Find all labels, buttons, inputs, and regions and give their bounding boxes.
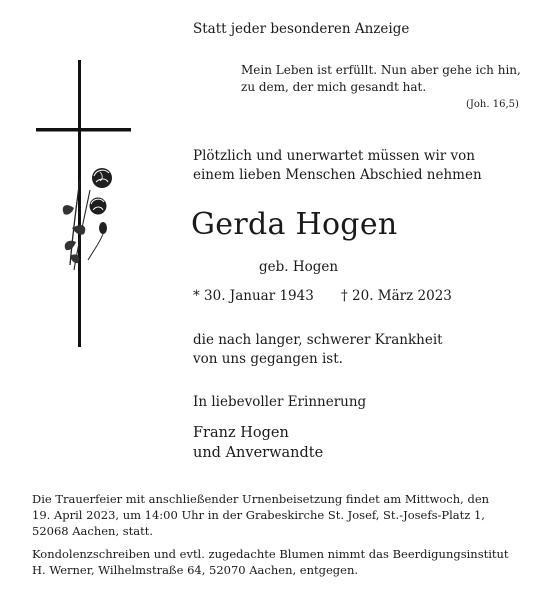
notice-header: Statt jeder besonderen Anzeige	[193, 21, 410, 37]
verse-line-2: zu dem, der mich gesandt hat.	[241, 80, 427, 94]
passing-line-2: von uns gegangen ist.	[193, 351, 343, 367]
service-line-1: Die Trauerfeier mit anschließender Urnenbeisetzung findet am Mittwoch, den	[32, 492, 490, 506]
memory-line: In liebevoller Erinnerung	[193, 394, 367, 410]
service-line-2: 19. April 2023, um 14:00 Uhr in der Grabeskirche St. Josef, St.-Josefs-Platz 1,	[32, 508, 485, 522]
deceased-name: Gerda Hogen	[191, 207, 398, 242]
condolences-line-2: H. Werner, Wilhelmstraße 64, 52070 Aachen, entgegen.	[32, 563, 359, 577]
intro-line-2: einem lieben Menschen Abschied nehmen	[193, 167, 482, 183]
birth-date: * 30. Januar 1943	[193, 288, 314, 304]
intro-line-1: Plötzlich und unerwartet müssen wir von	[193, 148, 475, 164]
passing-line-1: die nach langer, schwerer Krankheit	[193, 332, 443, 348]
cross-with-rose-icon	[30, 60, 140, 350]
death-date: † 20. März 2023	[341, 288, 452, 304]
verse-reference: (Joh. 16,5)	[466, 99, 519, 110]
verse-line-1: Mein Leben ist erfüllt. Nun aber gehe ich hin,	[241, 63, 521, 77]
condolences-line-1: Kondolenzschreiben und evtl. zugedachte Blumen nimmt das Beerdigungsinstitut	[32, 547, 509, 561]
mourner-line-2: und Anverwandte	[193, 445, 324, 461]
mourner-line-1: Franz Hogen	[193, 425, 289, 441]
maiden-name: geb. Hogen	[259, 259, 339, 275]
service-line-3: 52068 Aachen, statt.	[32, 524, 154, 538]
